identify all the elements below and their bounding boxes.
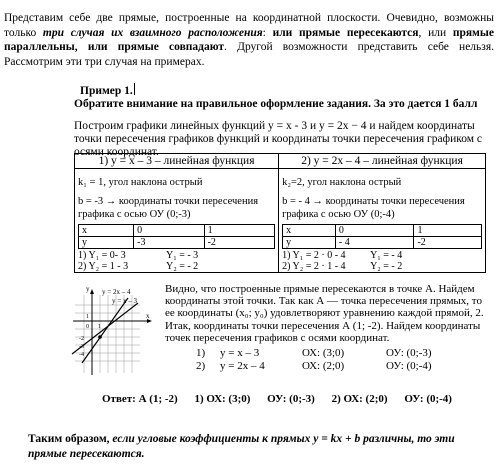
answer-point: Ответ: А (1; -2) — [102, 393, 178, 405]
row-ox: ОХ: (3;0) — [302, 347, 345, 359]
col1-y1: -2 — [204, 237, 274, 249]
graph-label-1y: 1 — [86, 314, 89, 320]
answer-ox1: 1) ОХ: (3;0) — [194, 393, 251, 405]
col2-header: 2) y = 2x – 4 – линейная функция — [279, 154, 486, 169]
col1-cell — [75, 169, 279, 273]
graph-grid — [75, 295, 140, 373]
col2-x0: 0 — [335, 225, 414, 237]
graph-label-1x: 1 — [98, 324, 101, 330]
row-oy: ОУ: (0;-4) — [386, 359, 432, 372]
solution-table — [74, 153, 486, 273]
col1-calc2: 2) Y₂ = 1 - 3 — [78, 261, 129, 272]
list-item — [196, 347, 432, 360]
example-task: Построим графики линейных функций y = x - 3 и y = 2x − 4 и найдем координаты точки пересечения графиков функций и координаты точки пересечения графиком с осями координат. — [74, 120, 483, 158]
answer-oy2: ОУ: (0;-4) — [404, 393, 452, 405]
graph-label-m3: -3 — [79, 344, 84, 350]
row-ox: ОХ: (2;0) — [302, 359, 345, 372]
graph-label-line1: y = 2x – 4 — [102, 288, 131, 296]
row-number: 1) — [196, 347, 206, 359]
graph-label-m4: -4 — [79, 352, 84, 358]
graph-label-y: y — [86, 285, 90, 293]
row-equation: y = x – 3 — [220, 347, 260, 359]
intro-paragraph: Представим себе две прямые, построенные на координатной плоскости. Очевидно, возможны только три случая их взаимного расположения: или прямые пересекаются, или прямые параллельны, или прямые совпадают. Другой возможности представить себе нельзя. Рассмотрим эти три случая на примерах. — [4, 12, 494, 68]
row-equation: y = 2x – 4 — [220, 359, 265, 372]
conclusion: Таким образом, если угловые коэффициенты к прямых y = kx + b различны, то эти прямые пересекаются. — [28, 433, 455, 460]
col2-y1: -2 — [414, 237, 482, 249]
col2-value-table — [282, 224, 482, 249]
answer-ox2: 2) ОХ: (2;0) — [331, 393, 388, 405]
col2-res2: Y₂ = - 2 — [370, 261, 403, 272]
col1-x1: 1 — [204, 225, 274, 237]
col1-y-label: y — [79, 237, 134, 249]
col2-b1: b = - 4 → координаты точки пересечения — [282, 196, 465, 207]
graph-label-m2: -2 — [79, 336, 84, 342]
graph-label-line2: y = x – 3 — [112, 297, 137, 305]
coordinate-graph — [70, 283, 162, 379]
col2-k: k₂=2, угол наклона острый — [282, 177, 402, 188]
example-note: Обратите внимание на правильное оформление задания. За это дается 1 балл — [74, 98, 478, 110]
col1-res1: Y₁ = - 3 — [166, 250, 199, 261]
row-oy: ОУ: (0;-3) — [386, 347, 432, 359]
col2-res1: Y₁ = - 4 — [370, 250, 403, 261]
graph-label-x: x — [146, 312, 150, 320]
text-cursor — [134, 83, 135, 95]
col2-x-label: x — [283, 225, 336, 237]
col2-y0: - 4 — [335, 237, 414, 249]
col1-value-table — [78, 224, 275, 249]
col2-calc2: 2) Y₂ = 2 · 1 - 4 — [282, 261, 346, 272]
col2-calc — [282, 250, 482, 272]
y-axis-arrow-icon — [90, 289, 94, 294]
col2-cell — [279, 169, 486, 273]
col2-y-label: y — [283, 237, 336, 249]
graph-label-0: 0 — [86, 324, 89, 330]
col2-x1: 1 — [414, 225, 482, 237]
col2-b2: графика с осью ОУ (0;-4) — [282, 209, 395, 220]
analysis-text: Видно, что построенные прямые пересекаются в точке А. Найдем координаты этой точки. Так как А — точка пересечения прямых, то ее координаты (x₀; y₀) удовлетворяют уравнению каждой прямой, 2. Итак, координаты точки пересечения А (1; -2). Найдем координаты точек пересечения графиков с осями координат. — [165, 283, 484, 344]
col1-calc — [78, 250, 275, 272]
col1-x0: 0 — [134, 225, 204, 237]
col1-b2: графика с осью ОУ (0;-3) — [78, 209, 191, 220]
example-title: Пример 1. — [80, 85, 133, 97]
col1-calc1: 1) Y₁ = 0- 3 — [78, 250, 126, 261]
answer-line — [102, 393, 466, 405]
col2-calc1: 1) Y₁ = 2 · 0 - 4 — [282, 250, 346, 261]
col1-k: k₁ = 1, угол наклона острый — [78, 177, 203, 188]
intersection-point — [98, 335, 102, 339]
col1-b1: b = -3 → координаты точки пересечения — [78, 196, 259, 207]
col1-x-label: x — [79, 225, 134, 237]
answer-oy1: ОУ: (0;-3) — [267, 393, 315, 405]
row-number: 2) — [196, 359, 206, 372]
axis-intersections-list — [196, 347, 432, 372]
list-item — [196, 360, 432, 373]
col1-res2: Y₂ = - 2 — [166, 261, 199, 272]
col1-y0: -3 — [134, 237, 204, 249]
col1-header: 1) y = x – 3 – линейная функция — [75, 154, 279, 169]
